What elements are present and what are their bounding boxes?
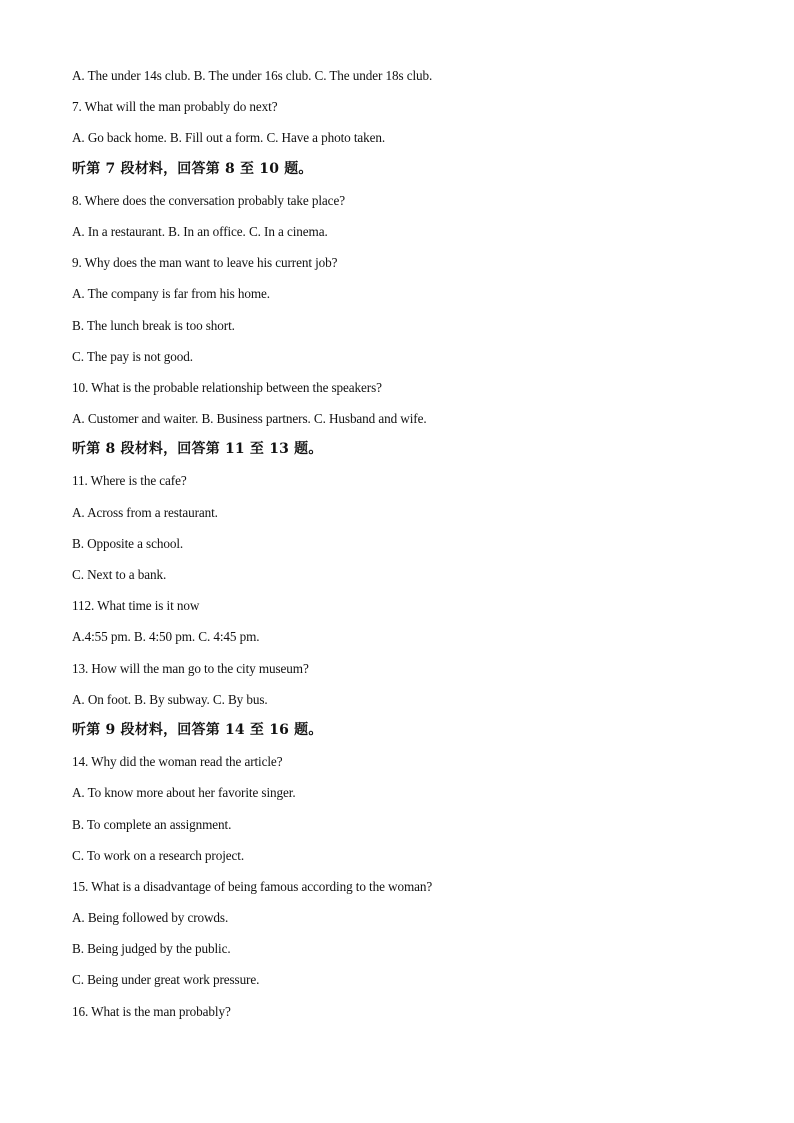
option-line: C. The pay is not good. xyxy=(72,348,193,364)
section-heading: 听第 9 段材料，回答第 14 至 16 题。 xyxy=(72,721,323,738)
option-line: A. On foot. B. By subway. C. By bus. xyxy=(72,691,268,707)
option-line: C. Next to a bank. xyxy=(72,567,167,582)
option-line: C. Being under great work pressure. xyxy=(72,972,260,988)
section-heading: 听第 8 段材料，回答第 11 至 13 题。 xyxy=(72,441,323,458)
question-line: 10. What is the probable relationship between the speakers? xyxy=(72,379,382,395)
option-line: B. Opposite a school. xyxy=(72,535,184,551)
section-heading: 听第 7 段材料，回答第 8 至 10 题。 xyxy=(72,160,313,177)
option-line: B. Being judged by the public. xyxy=(72,941,231,957)
option-line: A. Across from a restaurant. xyxy=(72,504,218,520)
option-line: A. To know more about her favorite singer. xyxy=(72,785,296,801)
question-line: 8. Where does the conversation probably take place? xyxy=(72,192,345,208)
question-line: 13. How will the man go to the city museum? xyxy=(72,660,309,676)
question-line: 14. Why did the woman read the article? xyxy=(72,754,283,770)
option-line: A. In a restaurant. B. In an office. C. In a cinema. xyxy=(72,223,328,239)
question-line: 7. What will the man probably do next? xyxy=(72,99,278,115)
option-line: A. Go back home. B. Fill out a form. C. Have a photo taken. xyxy=(72,130,386,146)
option-line: A. Being followed by crowds. xyxy=(72,910,229,926)
option-line: B. To complete an assignment. xyxy=(72,816,232,832)
question-line: 9. Why does the man want to leave his current job? xyxy=(72,255,338,271)
option-line: A. Customer and waiter. B. Business partners. C. Husband and wife. xyxy=(72,411,427,427)
question-line: 11. Where is the cafe? xyxy=(72,473,187,489)
option-line: A.4:55 pm. B. 4:50 pm. C. 4:45 pm. xyxy=(72,629,260,645)
option-line: B. The lunch break is too short. xyxy=(72,317,235,333)
document-page xyxy=(72,66,752,1033)
question-line: 16. What is the man probably? xyxy=(72,1003,231,1019)
option-line: A. The company is far from his home. xyxy=(72,286,270,302)
question-line: 15. What is a disadvantage of being famous according to the woman? xyxy=(72,878,433,894)
option-line: A. The under 14s club. B. The under 16s club. C. The under 18s club. xyxy=(72,68,433,83)
question-line: 112. What time is it now xyxy=(72,598,200,614)
option-line: C. To work on a research project. xyxy=(72,847,245,863)
